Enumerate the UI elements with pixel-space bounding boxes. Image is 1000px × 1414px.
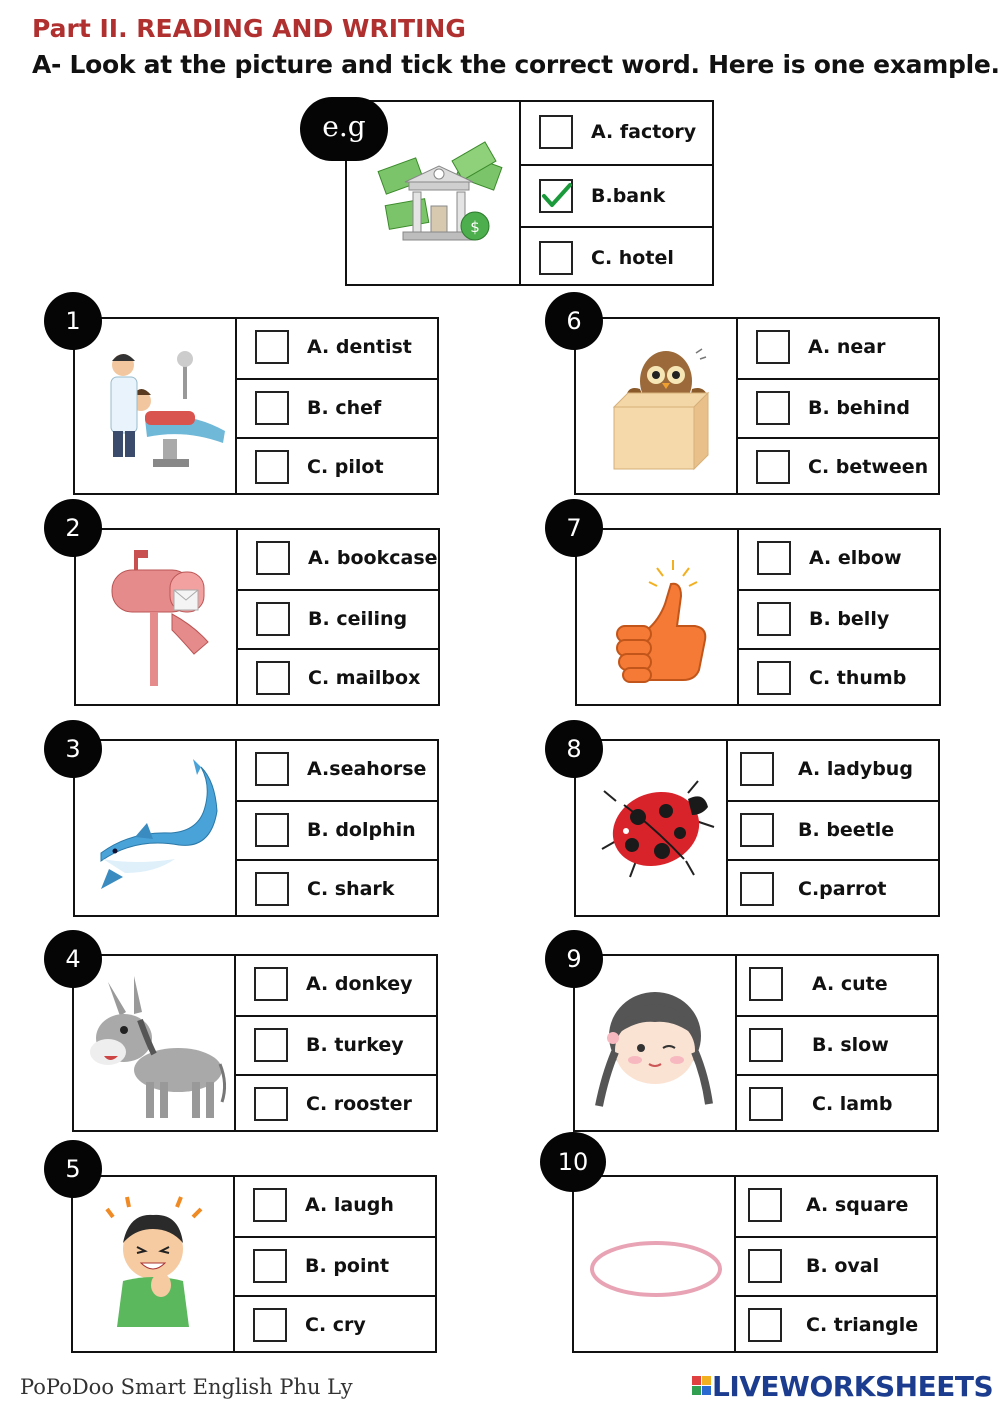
cute-girl-illustration (575, 956, 739, 1134)
checkbox[interactable] (756, 391, 790, 425)
option-label: A. laugh (305, 1194, 394, 1216)
option-label: A. cute (812, 973, 888, 995)
option-a[interactable] (235, 1177, 435, 1236)
question-picture (74, 528, 238, 706)
checkbox[interactable] (748, 1308, 782, 1342)
checkbox[interactable] (748, 1188, 782, 1222)
option-label: C. triangle (806, 1314, 919, 1336)
option-label: C.parrot (798, 878, 887, 900)
option-label: A.seahorse (307, 758, 427, 780)
option-a[interactable] (739, 530, 939, 589)
option-label: A. elbow (809, 547, 902, 569)
option-label: A. bookcase (308, 547, 438, 569)
option-a[interactable] (736, 1177, 936, 1236)
option-label: B. slow (812, 1034, 889, 1056)
option-label: B. beetle (798, 819, 895, 841)
option-a[interactable] (237, 741, 437, 800)
question-picture (72, 954, 236, 1132)
question-options (739, 528, 941, 706)
option-c[interactable] (237, 859, 437, 919)
question-options (728, 739, 940, 917)
checkbox[interactable] (254, 1028, 288, 1062)
example-option-b[interactable] (521, 164, 712, 226)
oval-illustration (574, 1177, 738, 1355)
option-label: A. ladybug (798, 758, 913, 780)
question-picture (71, 1175, 235, 1353)
thumbs-up-illustration (577, 530, 741, 708)
checkbox[interactable] (748, 1249, 782, 1283)
checkbox[interactable] (255, 813, 289, 847)
checkbox[interactable] (740, 813, 774, 847)
question-number: 4 (44, 930, 102, 988)
option-b[interactable] (235, 1236, 435, 1295)
option-label: B. oval (806, 1255, 880, 1277)
checkbox[interactable] (255, 330, 289, 364)
checkbox[interactable] (253, 1188, 287, 1222)
option-label: A. dentist (307, 336, 412, 358)
option-label: C. lamb (812, 1093, 893, 1115)
checkbox[interactable] (253, 1308, 287, 1342)
question-picture (573, 954, 737, 1132)
question-picture (73, 739, 237, 917)
option-a[interactable] (728, 741, 938, 800)
option-c[interactable] (236, 1074, 436, 1134)
checkbox[interactable] (749, 967, 783, 1001)
question-number: 10 (540, 1132, 606, 1192)
question-picture (575, 528, 739, 706)
option-label: A. factory (591, 121, 697, 143)
option-b[interactable] (739, 589, 939, 648)
checkbox[interactable] (255, 752, 289, 786)
check-icon (539, 179, 573, 213)
question-options (738, 317, 940, 495)
option-c[interactable] (237, 437, 437, 497)
checkbox[interactable] (255, 450, 289, 484)
option-label: B. turkey (306, 1034, 404, 1056)
checkbox[interactable] (756, 330, 790, 364)
question-options (238, 528, 440, 706)
question-number: 3 (44, 720, 102, 778)
option-c[interactable] (737, 1074, 937, 1134)
option-label: A. donkey (306, 973, 413, 995)
question-picture (572, 1175, 736, 1353)
question-number: 1 (44, 292, 102, 350)
owl-behind-box-illustration (576, 319, 740, 497)
checkbox[interactable] (740, 752, 774, 786)
brand-text: LIVEWORKSHEETS (712, 1370, 994, 1403)
question-number: 6 (545, 292, 603, 350)
option-label: C. rooster (306, 1093, 412, 1115)
option-c[interactable] (739, 648, 939, 708)
option-a[interactable] (238, 530, 438, 589)
option-label: B. behind (808, 397, 910, 419)
laughing-boy-illustration (73, 1177, 237, 1355)
option-label: C. between (808, 456, 929, 478)
option-label: C. mailbox (308, 667, 421, 689)
checkbox[interactable] (757, 661, 791, 695)
option-label: B. belly (809, 608, 890, 630)
option-label: B. ceiling (308, 608, 408, 630)
option-label: A. near (808, 336, 886, 358)
question-picture (574, 317, 738, 495)
option-label: B.bank (591, 185, 666, 207)
checkbox[interactable] (256, 541, 290, 575)
mailbox-illustration (76, 530, 240, 708)
example-option-a[interactable] (521, 102, 712, 164)
option-c[interactable] (738, 437, 938, 497)
option-b[interactable] (237, 378, 437, 437)
part-title: Part II. READING AND WRITING (32, 14, 466, 43)
checkbox[interactable] (740, 872, 774, 906)
question-number: 7 (545, 499, 603, 557)
option-a[interactable] (237, 319, 437, 378)
instruction: A- Look at the picture and tick the correct word. Here is one example. (32, 50, 1000, 79)
dentist-illustration (75, 319, 239, 497)
checkbox[interactable] (756, 450, 790, 484)
footer-credit: PoPoDoo Smart English Phu Ly (20, 1375, 353, 1399)
liveworksheets-logo-icon (692, 1376, 712, 1402)
option-b[interactable] (736, 1236, 936, 1295)
question-number: 2 (44, 499, 102, 557)
option-label: C. hotel (591, 247, 674, 269)
checkbox[interactable] (539, 115, 573, 149)
option-a[interactable] (236, 956, 436, 1015)
question-options (236, 954, 438, 1132)
svg-text:$: $ (470, 218, 480, 236)
example-badge: e.g (300, 97, 388, 161)
option-label: C. pilot (307, 456, 384, 478)
checkbox[interactable] (254, 1087, 288, 1121)
option-b[interactable] (738, 378, 938, 437)
option-label: B. point (305, 1255, 390, 1277)
option-c[interactable] (728, 859, 938, 919)
question-picture (73, 317, 237, 495)
option-label: C. thumb (809, 667, 907, 689)
option-label: C. cry (305, 1314, 366, 1336)
option-label: C. shark (307, 878, 395, 900)
option-b[interactable] (238, 589, 438, 648)
checkbox-checked[interactable] (539, 179, 573, 213)
option-a[interactable] (738, 319, 938, 378)
checkbox[interactable] (256, 661, 290, 695)
ladybug-illustration (576, 741, 730, 919)
option-label: B. chef (307, 397, 382, 419)
question-number: 8 (545, 720, 603, 778)
question-options (736, 1175, 938, 1353)
checkbox[interactable] (254, 967, 288, 1001)
option-a[interactable] (737, 956, 937, 1015)
checkbox[interactable] (749, 1087, 783, 1121)
option-b[interactable] (728, 800, 938, 859)
example-options (521, 100, 714, 286)
checkbox[interactable] (255, 872, 289, 906)
question-options (237, 317, 439, 495)
checkbox[interactable] (749, 1028, 783, 1062)
checkbox[interactable] (757, 541, 791, 575)
donkey-illustration (74, 956, 238, 1134)
checkbox[interactable] (255, 391, 289, 425)
option-label: A. square (806, 1194, 909, 1216)
question-options (235, 1175, 437, 1353)
question-number: 9 (545, 930, 603, 988)
option-label: B. dolphin (307, 819, 416, 841)
option-b[interactable] (737, 1015, 937, 1074)
dolphin-illustration (75, 741, 239, 919)
checkbox[interactable] (256, 602, 290, 636)
option-c[interactable] (238, 648, 438, 708)
checkbox[interactable] (253, 1249, 287, 1283)
option-b[interactable] (237, 800, 437, 859)
option-c[interactable] (235, 1295, 435, 1355)
example-option-c[interactable] (521, 226, 712, 288)
checkbox[interactable] (539, 241, 573, 275)
option-b[interactable] (236, 1015, 436, 1074)
question-number: 5 (44, 1140, 102, 1198)
option-c[interactable] (736, 1295, 936, 1355)
checkbox[interactable] (757, 602, 791, 636)
question-options (237, 739, 439, 917)
question-options (737, 954, 939, 1132)
